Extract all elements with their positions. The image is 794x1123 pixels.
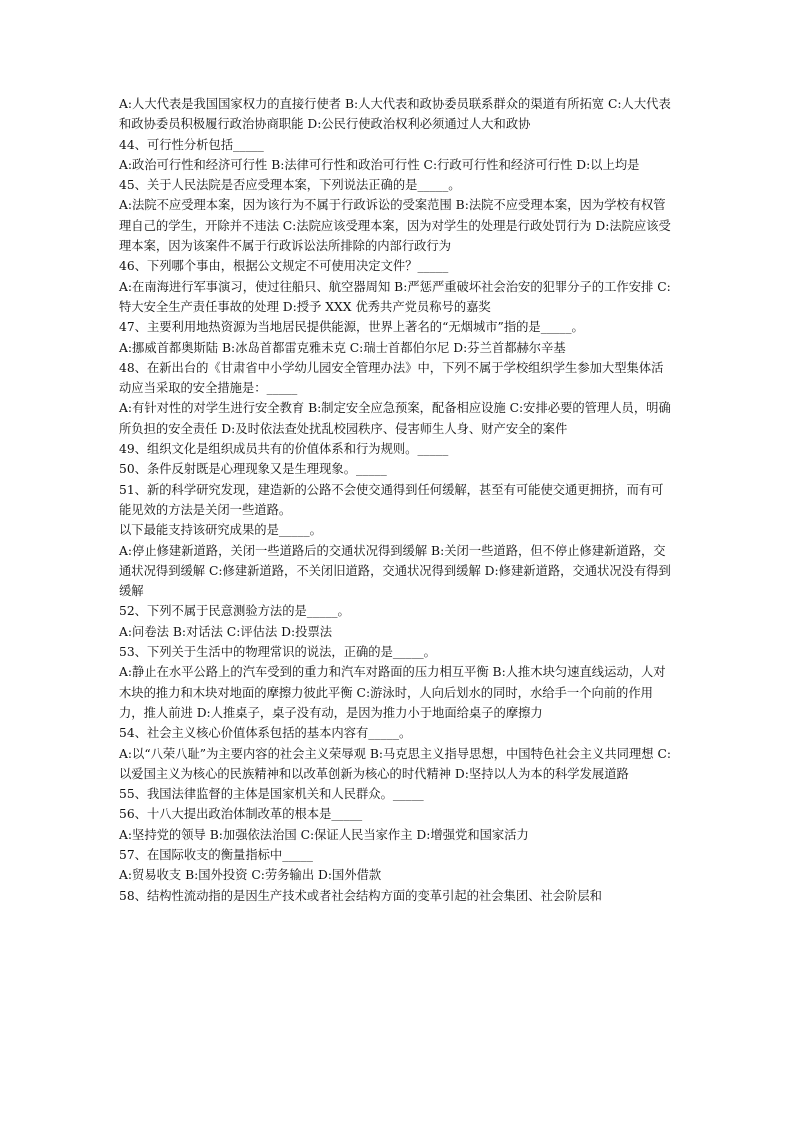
q45-options: A:法院不应受理本案，因为该行为不属于行政诉讼的受案范围 B:法院不应受理本案，因为学校有权管理自己的学生，开除并不违法 C:法院应该受理本案，因为对学生的处理是行政处罚行为 D:法院应该受理本案，因为该案件不属于行政诉讼法所排除的内部行政行为 — [119, 198, 671, 254]
q46-question: 46、下列哪个事由，根据公文规定不可使用决定文件？_____ — [119, 259, 449, 274]
q46-options: A:在南海进行军事演习，使过往船只、航空器周知 B:严惩严重破坏社会治安的犯罪分子的工作安排 C:特大安全生产责任事故的处理 D:授予 XXX 优秀共产党员称号的嘉奖 — [119, 279, 671, 314]
q49-question: 49、组织文化是组织成员共有的价值体系和行为规则。_____ — [119, 442, 449, 457]
q48-options: A:有针对性的对学生进行安全教育 B:制定安全应急预案，配备相应设施 C:安排必要的管理人员，明确所负担的安全责任 D:及时依法查处扰乱校园秩序、侵害师生人身、财产安全的案件 — [119, 401, 671, 436]
q44-question: 44、可行性分析包括_____ — [119, 137, 264, 152]
q51-prompt: 以下最能支持该研究成果的是_____。 — [119, 523, 322, 538]
q56-question: 56、十八大提出政治体制改革的根本是_____ — [119, 807, 363, 822]
q52-question: 52、下列不属于民意测验方法的是_____。 — [119, 604, 350, 619]
q52-options: A:问卷法 B:对话法 C:评估法 D:投票法 — [119, 624, 333, 639]
q48-question: 48、在新出台的《甘肃省中小学幼儿园安全管理办法》中，下列不属于学校组织学生参加大型集体活动应当采取的安全措施是：_____ — [119, 360, 664, 396]
q50-question: 50、条件反射既是心理现象又是生理现象。_____ — [119, 462, 387, 477]
q44-options: A:政治可行性和经济可行性 B:法律可行性和政治可行性 C:行政可行性和经济可行性 D:以上均是 — [119, 157, 640, 172]
q55-question: 55、我国法律监督的主体是国家机关和人民群众。_____ — [119, 787, 424, 802]
q53-options: A:静止在水平公路上的汽车受到的重力和汽车对路面的压力相互平衡 B:人推木块匀速直线运动，人对木块的推力和木块对地面的摩擦力彼此平衡 C:游泳时，人向后划水的同时，水给手一个向前的作用力，推人前进 D:人推桌子，桌子没有动，是因为推力小于地面给桌子的摩擦力 — [119, 665, 666, 720]
q43-options: A:人大代表是我国国家权力的直接行使者 B:人大代表和政协委员联系群众的渠道有所拓宽 C:人大代表和政协委员积极履行政治协商职能 D:公民行使政治权利必须通过人大和政协 — [119, 97, 671, 132]
q47-options: A:挪威首都奥斯陆 B:冰岛首都雷克雅未克 C:瑞士首都伯尔尼 D:芬兰首都赫尔辛基 — [119, 340, 566, 355]
q54-options: A:以“八荣八耻”为主要内容的社会主义荣辱观 B:马克思主义指导思想，中国特色社会主义共同理想 C:以爱国主义为核心的民族精神和以改革创新为核心的时代精神 D:坚持以人为本的科学发展道路 — [119, 746, 672, 781]
q45-question: 45、关于人民法院是否应受理本案，下列说法正确的是_____。 — [119, 178, 461, 193]
q58-question: 58、结构性流动指的是因生产技术或者社会结构方面的变革引起的社会集团、社会阶层和 — [119, 888, 602, 903]
q51-question: 51、新的科学研究发现，建造新的公路不会使交通得到任何缓解，甚至有可能使交通更拥挤，而有可能见效的方法是关闭一些道路。 — [119, 482, 664, 517]
q53-question: 53、下列关于生活中的物理常识的说法，正确的是_____。 — [119, 645, 436, 660]
q54-question: 54、社会主义核心价值体系包括的基本内容有_____。 — [119, 726, 412, 741]
q51-options: A:停止修建新道路，关闭一些道路后的交通状况得到缓解 B:关闭一些道路，但不停止修建新道路，交通状况得到缓解 C:修建新道路，不关闭旧道路，交通状况得到缓解 D:修建新道路，交通状况没有得到缓解 — [119, 543, 671, 599]
q56-options: A:坚持党的领导 B:加强依法治国 C:保证人民当家作主 D:增强党和国家活力 — [119, 827, 529, 842]
q57-question: 57、在国际收支的衡量指标中_____ — [119, 847, 313, 862]
q57-options: A:贸易收支 B:国外投资 C:劳务输出 D:国外借款 — [119, 868, 382, 883]
document-page — [119, 94, 675, 906]
q47-question: 47、主要利用地热资源为当地居民提供能源，世界上著名的“无烟城市”指的是_____。 — [119, 320, 584, 335]
